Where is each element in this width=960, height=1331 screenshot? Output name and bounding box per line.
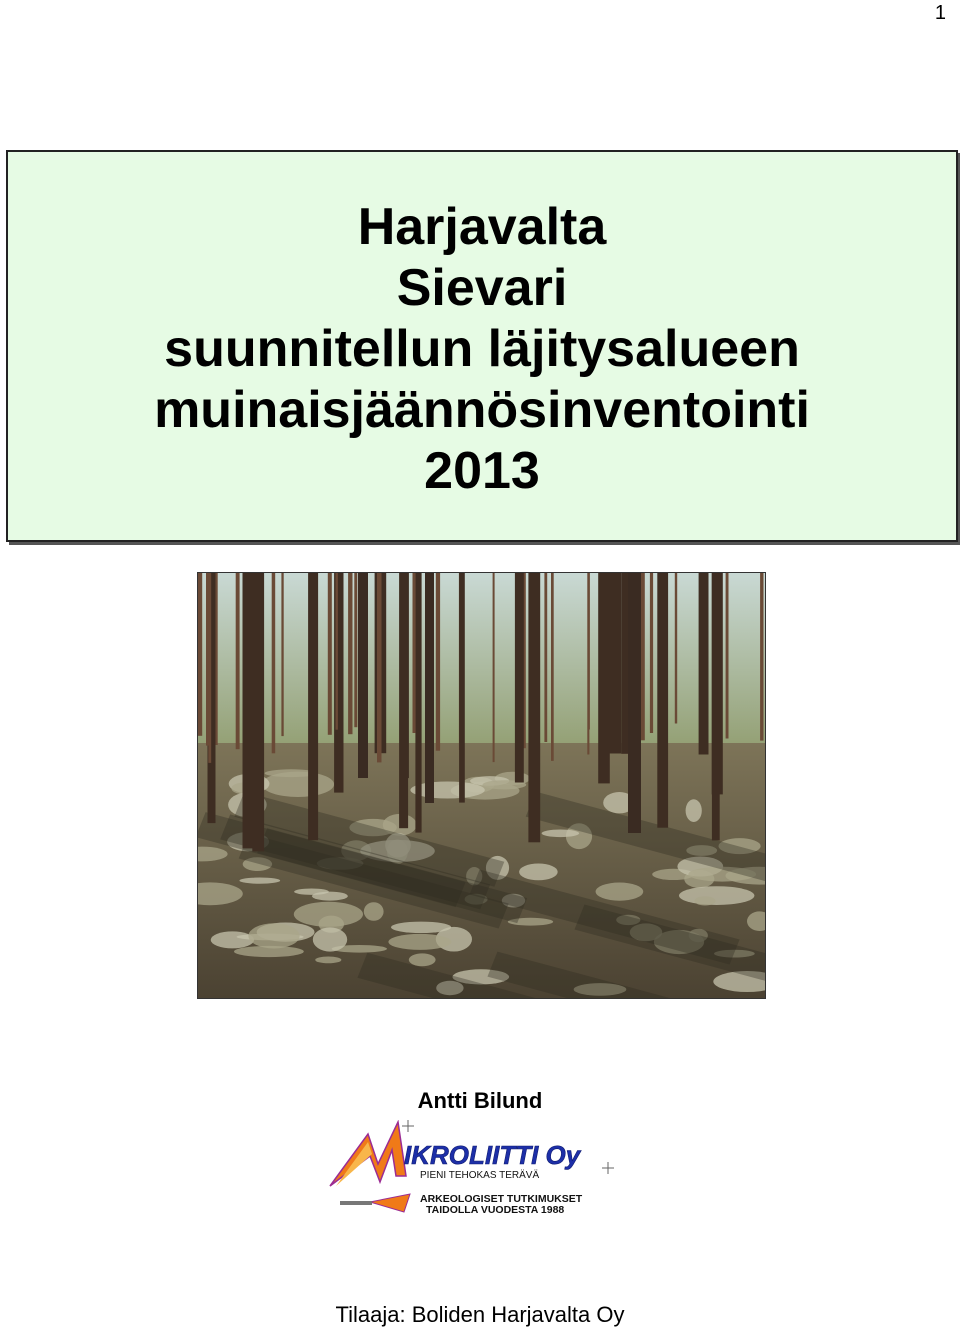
client-line: Tilaaja: Boliden Harjavalta Oy	[335, 1302, 625, 1327]
title-line-3: suunnitellun läjitysalueen	[164, 320, 800, 378]
title-box	[6, 150, 958, 542]
title-year: 2013	[424, 442, 540, 500]
title-line-2: Sievari	[396, 259, 568, 317]
report-title	[8, 197, 956, 502]
logo-line-2: TAIDOLLA VUODESTA 1988	[426, 1204, 565, 1216]
mikroliitti-logo	[326, 1120, 636, 1220]
forest-image	[198, 573, 765, 998]
author-name: Antti Bilund	[417, 1088, 543, 1113]
title-line-4: muinaisjäännösinventointi	[154, 381, 810, 439]
logo-line-1: ARKEOLOGISET TUTKIMUKSET	[420, 1193, 583, 1205]
company-logo	[326, 1120, 636, 1220]
logo-company-name: IKROLIITTI Oy	[404, 1140, 581, 1170]
page-number: 1	[934, 2, 946, 24]
cover-photo-forest	[197, 572, 766, 999]
logo-tagline: PIENI TEHOKAS TERÄVÄ	[420, 1170, 540, 1181]
title-line-1: Harjavalta	[357, 198, 607, 256]
